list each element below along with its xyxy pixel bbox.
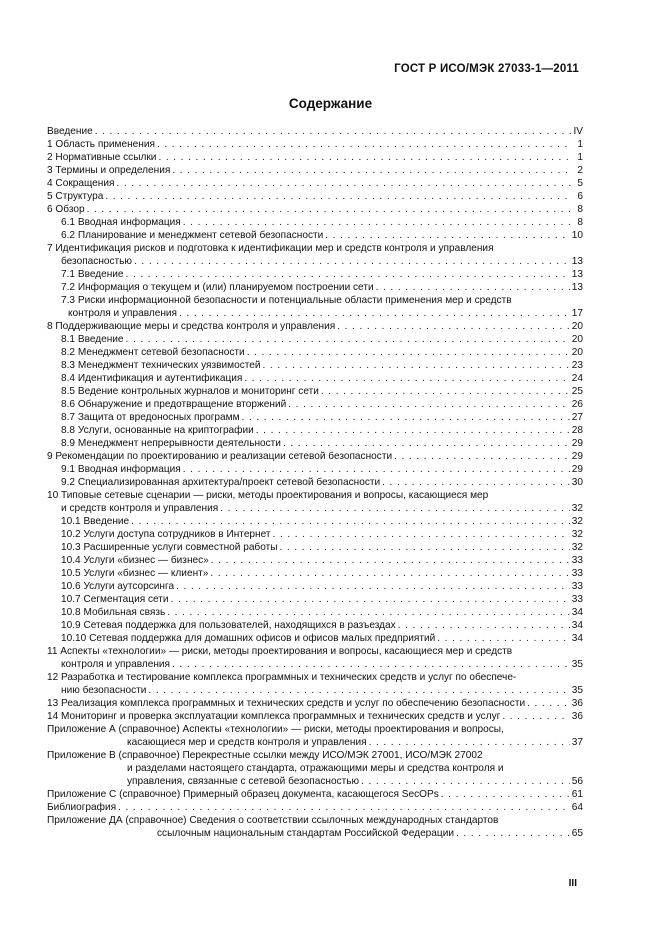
toc-entry[interactable] [47,515,583,528]
toc-page-number: 13 [571,282,583,293]
toc-entry[interactable] [47,281,583,294]
toc-entry-title: Приложение А (справочное) Аспекты «технологии» — риски, методы проектирования и вопросы, [47,724,504,735]
toc-page-number: 1 [577,152,583,163]
toc-entry[interactable] [47,658,583,671]
toc-page-number: 36 [571,711,583,722]
toc-page-number: 23 [571,360,583,371]
toc-page-number: 28 [571,425,583,436]
page-title: Содержание [288,96,373,111]
toc-entry[interactable] [47,255,583,268]
toc-entry-title: 10.4 Услуги «бизнес — бизнес» [61,555,209,566]
toc-entry-title: 7.2 Информация о текущем и (или) планируемом построении сети [61,282,374,293]
toc-page-number: 6 [577,191,583,202]
toc-entry[interactable] [47,775,583,788]
toc-entry[interactable] [47,333,583,346]
toc-entry-title: 13 Реализация комплекса программных и технических средств и услуг по обеспечению безопасности [47,698,526,709]
toc-leader-dots [527,697,570,710]
toc-entry[interactable] [47,710,583,723]
toc-leader-dots [118,801,570,814]
toc-entry-title: 6 Обзор [47,204,85,215]
toc-entry-title: управления, связанные с сетевой безопасностью [127,776,360,787]
toc-page-number: 35 [571,685,583,696]
toc-page-number: 33 [571,594,583,605]
toc-entry[interactable] [47,320,583,333]
toc-leader-dots [171,593,570,606]
toc-leader-dots [126,268,570,281]
toc-entry-title: контроля и управления [68,308,178,319]
toc-page-number: 29 [571,451,583,462]
table-of-contents [47,125,583,840]
toc-entry-title: Приложение С (справочное) Примерный образец документа, касающегося SecOPs [47,789,439,800]
toc-page-number: 64 [571,802,583,813]
toc-entry[interactable] [47,372,583,385]
toc-entry-title: 10.3 Расширенные услуги совместной работы [61,542,278,553]
toc-page-number: 24 [571,373,583,384]
toc-leader-dots [126,333,570,346]
toc-entry[interactable] [47,684,583,697]
toc-entry[interactable] [47,242,583,255]
toc-entry-title: 8.1 Введение [61,334,124,345]
toc-entry[interactable] [47,671,583,684]
toc-entry-title: 10.1 Введение [61,516,130,527]
toc-page-number: 37 [571,737,583,748]
toc-entry-title: Приложение ДА (справочное) Сведения о соответствии ссылочных международных стандартов [47,815,499,826]
toc-page-number: 25 [571,386,583,397]
toc-entry-title: 8.9 Менеджмент непрерывности деятельности [61,438,281,449]
toc-page-number: 33 [571,581,583,592]
toc-leader-dots [148,684,569,697]
toc-page-number: 17 [571,308,583,319]
toc-page-number: 65 [571,828,583,839]
toc-page-number: 32 [571,503,583,514]
toc-leader-dots [437,632,570,645]
toc-page-number: 36 [571,698,583,709]
toc-entry-title: 8.3 Менеджмент технических уязвимостей [61,360,261,371]
toc-entry[interactable] [47,814,583,827]
toc-entry[interactable] [47,164,583,177]
toc-leader-dots [244,372,569,385]
toc-leader-dots [256,424,570,437]
toc-page-number: 27 [571,412,583,423]
toc-entry[interactable] [47,593,583,606]
toc-page-number: 56 [571,776,583,787]
toc-leader-dots [157,138,571,151]
toc-entry-title: и разделами настоящего стандарта, отражающими меры и средства контроля и [127,763,504,774]
toc-page-number: 20 [571,347,583,358]
toc-entry-title: 10.5 Услуги «бизнес — клиент» [61,568,209,579]
toc-entry-title: 10.6 Услуги аутсорсинга [61,581,175,592]
toc-entry[interactable] [47,138,583,151]
toc-entry-title: 10.7 Сегментация сети [61,594,169,605]
toc-entry[interactable] [47,632,583,645]
toc-entry[interactable] [47,502,583,515]
toc-leader-dots [247,346,570,359]
toc-entry-title: ссылочным национальным стандартам Российской Федерации [157,828,454,839]
toc-leader-dots [288,398,570,411]
toc-page-number: 34 [571,633,583,644]
toc-entry[interactable] [47,476,583,489]
page-number: III [568,878,577,889]
toc-leader-dots [242,411,570,424]
toc-entry[interactable] [47,463,583,476]
toc-entry-title: контроля и управления [61,659,171,670]
toc-entry-title: 8.2 Менеджмент сетевой безопасности [61,347,245,358]
toc-entry[interactable] [47,606,583,619]
toc-page-number: 30 [571,477,583,488]
toc-entry[interactable] [47,489,583,502]
toc-entry-title: 10.10 Сетевая поддержка для домашних офисов и офисов малых предприятий [61,633,436,644]
toc-leader-dots [183,216,571,229]
toc-leader-dots [280,541,570,554]
toc-entry-title: 9 Рекомендации по проектированию и реализации сетевой безопасности [47,451,393,462]
toc-entry[interactable] [47,736,583,749]
toc-leader-dots [134,255,570,268]
toc-leader-dots [116,177,571,190]
toc-page-number: 33 [571,568,583,579]
toc-page-number: 34 [571,607,583,618]
toc-page-number: 32 [571,542,583,553]
toc-page-number: 35 [571,659,583,670]
toc-entry-title: 4 Сокращения [47,178,115,189]
toc-entry-title: 8 Поддерживающие меры и средства контроля и управления [47,321,336,332]
toc-leader-dots [87,203,571,216]
toc-page-number: 20 [571,321,583,332]
toc-leader-dots [105,190,571,203]
toc-page-number: 10 [571,230,583,241]
toc-entry[interactable] [47,645,583,658]
toc-page-number: 8 [577,204,583,215]
toc-leader-dots [456,827,570,840]
toc-entry-title: Введение [47,126,93,137]
toc-page-number: 61 [571,789,583,800]
toc-entry[interactable] [47,177,583,190]
toc-entry[interactable] [47,762,583,775]
toc-entry[interactable] [47,580,583,593]
toc-leader-dots [131,515,570,528]
toc-page-number: 32 [571,516,583,527]
toc-page-number: 33 [571,555,583,566]
toc-entry[interactable] [47,385,583,398]
toc-leader-dots [394,450,570,463]
toc-page-number: 13 [571,269,583,280]
toc-entry[interactable] [47,723,583,736]
toc-page-number: 32 [571,529,583,540]
toc-entry-title: 7.3 Риски информационной безопасности и потенциальные области применения мер и средств [61,295,512,306]
toc-entry[interactable] [47,554,583,567]
toc-leader-dots [361,775,570,788]
toc-page-number: 8 [577,217,583,228]
toc-entry-title: 10 Типовые сетевые сценарии — риски, методы проектирования и вопросы, касающиеся мер [47,490,489,501]
toc-entry-title: Приложение В (справочное) Перекрестные ссылки между ИСО/МЭК 27001, ИСО/МЭК 27002 [47,750,483,761]
toc-leader-dots [273,528,570,541]
toc-entry-title: 11 Аспекты «технологии» — риски, методы проектирования и вопросы, касающиеся мер и средств [47,646,513,657]
toc-entry-title: 10.2 Услуги доступа сотрудников в Интернет [61,529,271,540]
toc-entry-title: 8.7 Защита от вредоносных программ [61,412,240,423]
toc-entry-title: 10.8 Мобильная связь [61,607,166,618]
toc-entry[interactable] [47,437,583,450]
toc-entry[interactable] [47,398,583,411]
toc-entry[interactable] [47,294,583,307]
toc-page-number: IV [573,126,583,137]
toc-entry-title: 1 Область применения [47,139,155,150]
toc-leader-dots [179,307,570,320]
toc-entry[interactable] [47,567,583,580]
toc-entry-title: 6.1 Вводная информация [61,217,181,228]
toc-entry-title: 7.1 Введение [61,269,124,280]
toc-leader-dots [376,281,570,294]
toc-page-number: 2 [577,165,583,176]
toc-entry-title: 8.5 Ведение контрольных журналов и мониторинг сети [61,386,319,397]
toc-leader-dots [210,567,569,580]
toc-page-number: 26 [571,399,583,410]
toc-leader-dots [220,502,570,515]
toc-page-number: 5 [577,178,583,189]
toc-entry-title: 12 Разработка и тестирование комплекса программных и технических средств и услуг по обеспече- [47,672,517,683]
toc-entry[interactable] [47,229,583,242]
toc-entry-title: нию безопасности [61,685,147,696]
toc-leader-dots [95,125,571,138]
toc-entry[interactable] [47,788,583,801]
toc-entry-title: 8.8 Услуги, основанные на криптографии [61,425,254,436]
toc-leader-dots [211,554,570,567]
toc-leader-dots [172,658,570,671]
toc-entry[interactable] [47,827,583,840]
toc-page-number: 20 [571,334,583,345]
toc-leader-dots [263,359,570,372]
toc-entry-title: 7 Идентификация рисков и подготовка к идентификации мер и средств контроля и управления [47,243,494,254]
toc-page-number: 29 [571,464,583,475]
toc-page-number: 13 [571,256,583,267]
toc-leader-dots [176,580,570,593]
toc-entry[interactable] [47,125,583,138]
toc-entry-title: 10.9 Сетевая поддержка для пользователей, находящихся в разъездах [61,620,396,631]
toc-page-number: 29 [571,438,583,449]
toc-entry-title: 3 Термины и определения [47,165,171,176]
toc-entry[interactable] [47,450,583,463]
toc-entry-title: 8.4 Идентификация и аутентификация [61,373,243,384]
toc-leader-dots [167,606,570,619]
toc-entry-title: безопасностью [61,256,133,267]
toc-entry[interactable] [47,190,583,203]
toc-entry[interactable] [47,697,583,710]
toc-leader-dots [158,151,571,164]
toc-leader-dots [183,463,570,476]
toc-entry[interactable] [47,359,583,372]
toc-leader-dots [369,736,570,749]
toc-entry-title: и средств контроля и управления [61,503,219,514]
toc-entry[interactable] [47,541,583,554]
toc-entry[interactable] [47,268,583,281]
toc-leader-dots [321,385,570,398]
document-header: ГОСТ Р ИСО/МЭК 27033-1—2011 [394,63,579,75]
toc-leader-dots [172,164,571,177]
toc-entry-title: 9.2 Специализированная архитектура/проект сетевой безопасности [61,477,381,488]
toc-entry[interactable] [47,749,583,762]
toc-page-number: 34 [571,620,583,631]
toc-entry-title: касающиеся мер и средств контроля и управления [127,737,367,748]
toc-entry-title: 14 Мониторинг и проверка эксплуатации комплекса программных и технических средств и услуг [47,711,501,722]
toc-leader-dots [382,476,570,489]
toc-leader-dots [325,229,570,242]
toc-entry[interactable] [47,346,583,359]
toc-entry-title: Библиография [47,802,117,813]
toc-entry[interactable] [47,528,583,541]
toc-leader-dots [283,437,570,450]
toc-entry-title: 8.6 Обнаружение и предотвращение вторжений [61,399,287,410]
toc-entry-title: 9.1 Вводная информация [61,464,181,475]
toc-entry-title: 2 Нормативные ссылки [47,152,157,163]
toc-leader-dots [441,788,570,801]
toc-entry-title: 6.2 Планирование и менеджмент сетевой безопасности [61,230,324,241]
toc-leader-dots [398,619,570,632]
toc-entry[interactable] [47,411,583,424]
toc-entry[interactable] [47,424,583,437]
toc-entry[interactable] [47,216,583,229]
toc-page-number: 1 [577,139,583,150]
toc-entry[interactable] [47,307,583,320]
toc-entry[interactable] [47,619,583,632]
toc-entry[interactable] [47,203,583,216]
toc-entry-title: 5 Структура [47,191,104,202]
toc-leader-dots [337,320,570,333]
toc-entry[interactable] [47,801,583,814]
toc-leader-dots [502,710,569,723]
toc-entry[interactable] [47,151,583,164]
